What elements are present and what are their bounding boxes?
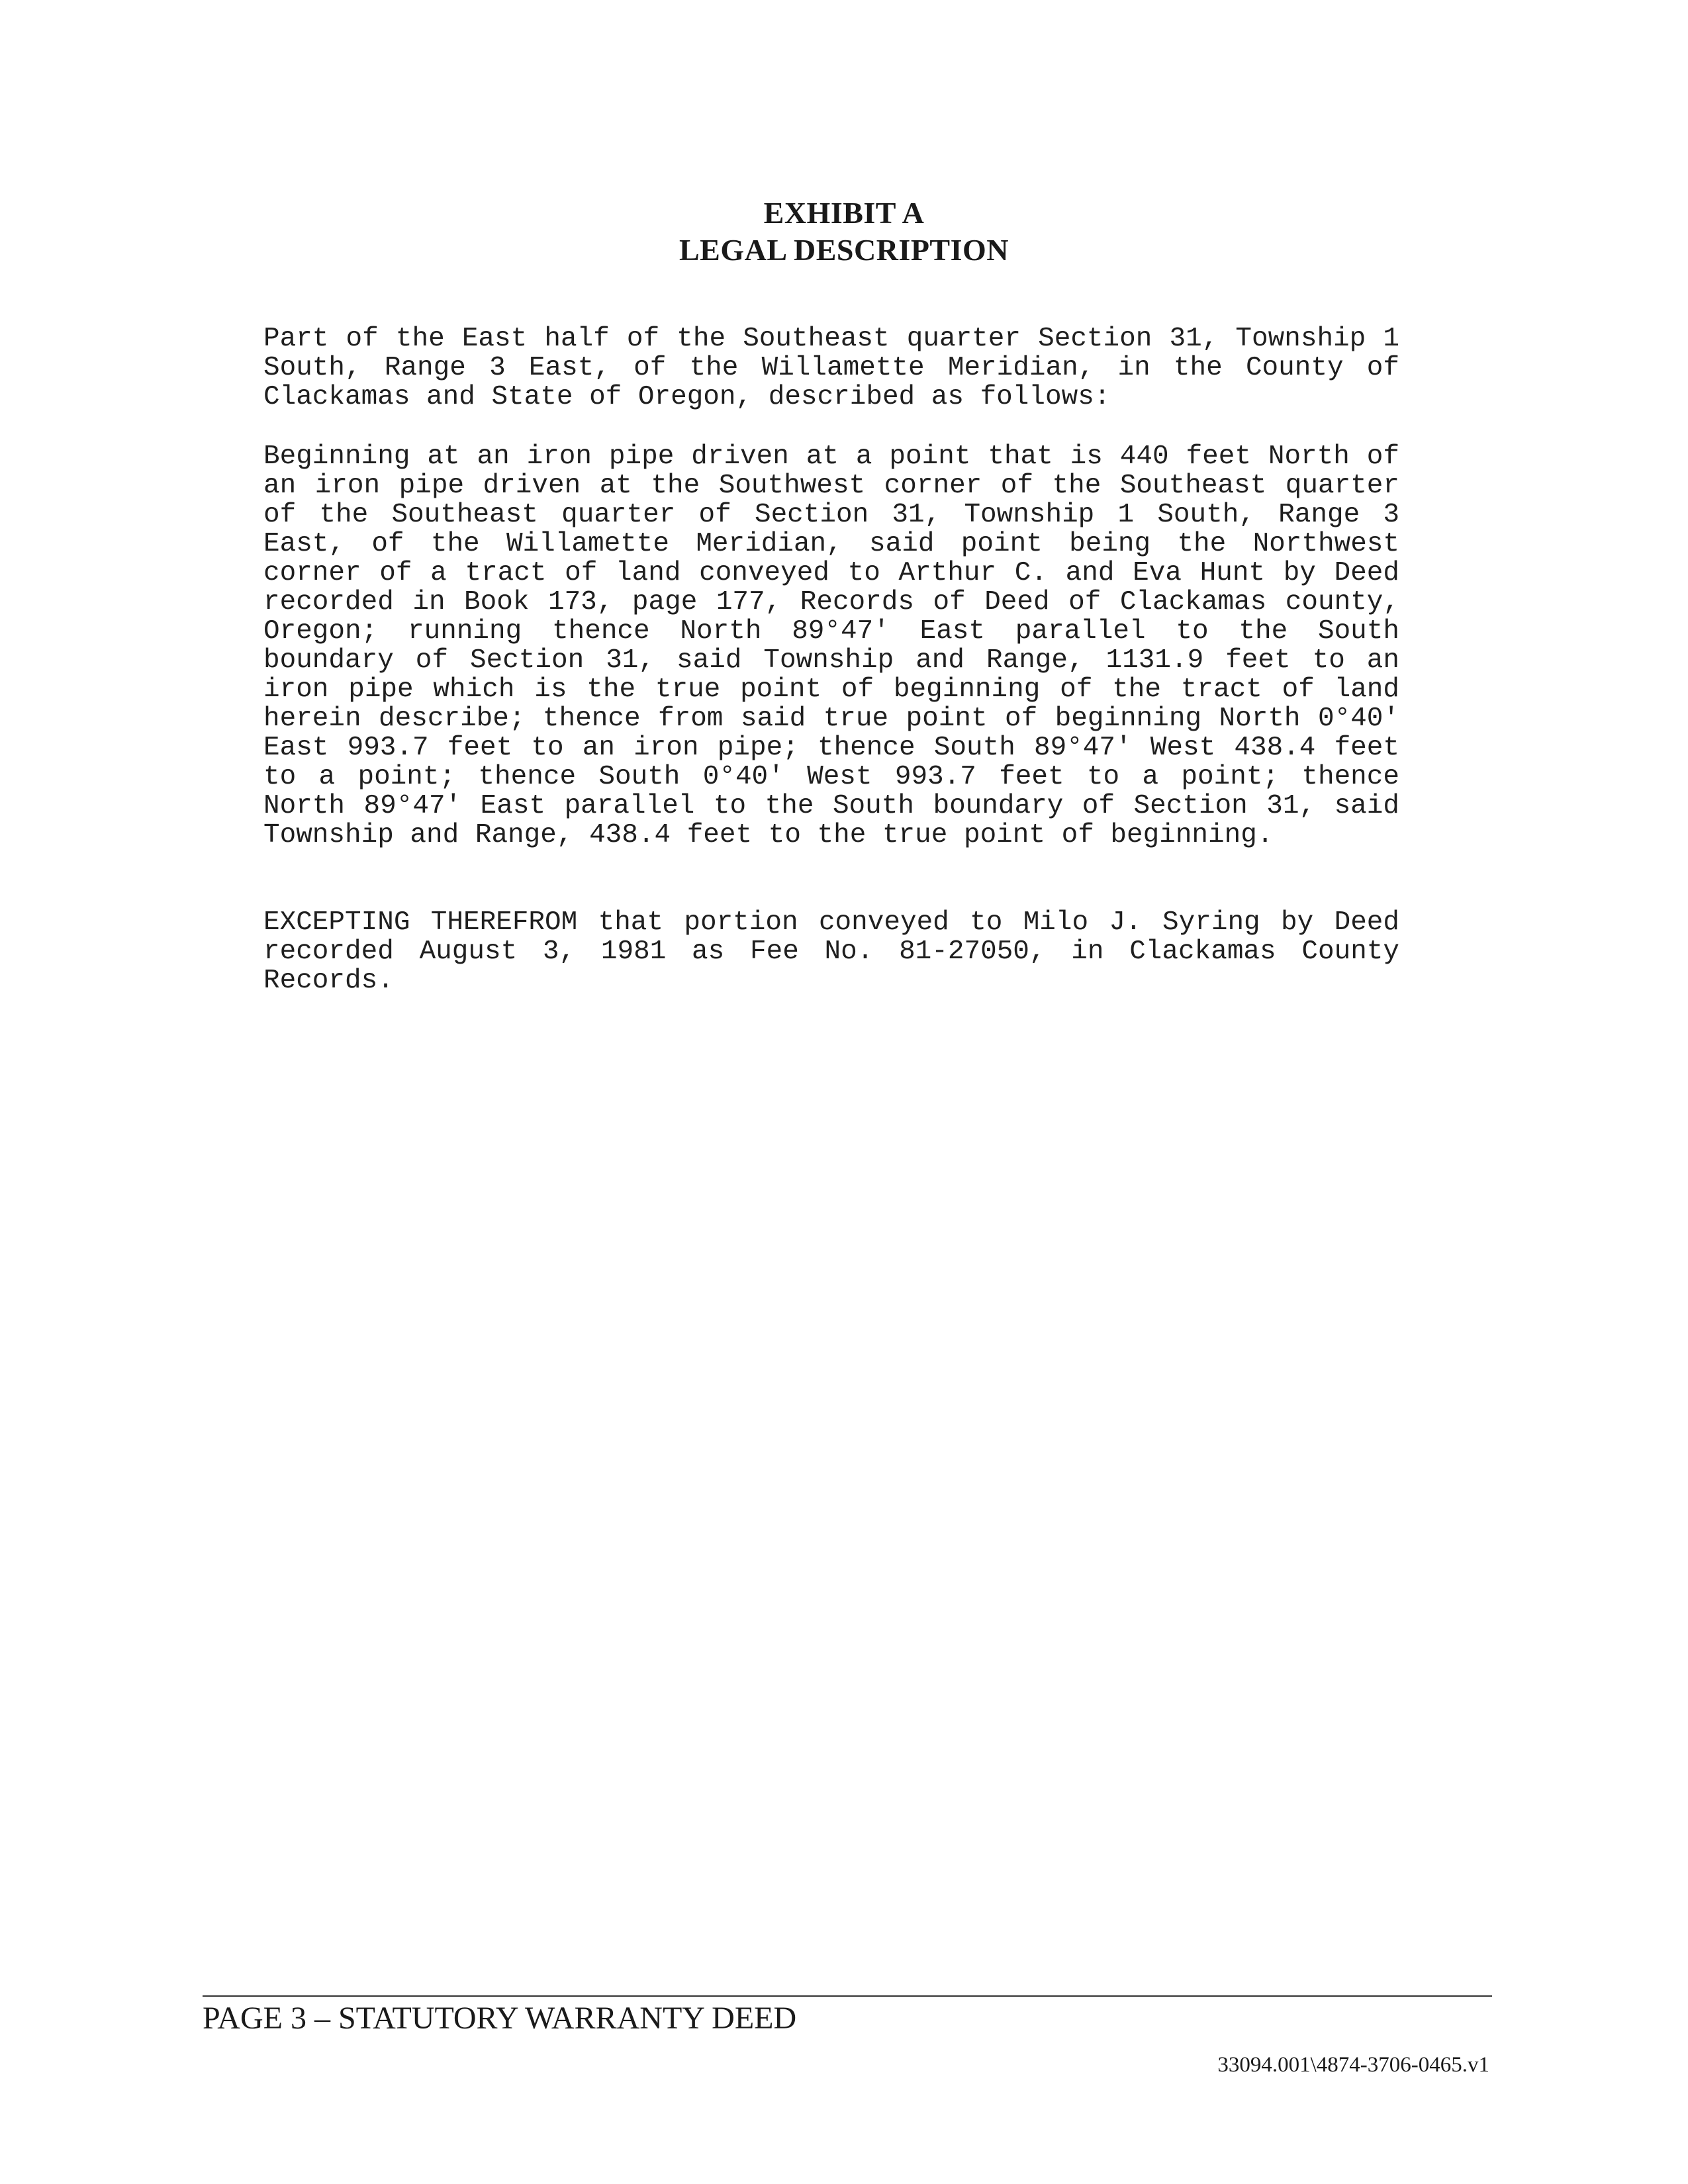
footer-page-label: PAGE 3 – STATUTORY WARRANTY DEED: [203, 2001, 797, 2036]
footer-divider: [203, 1995, 1492, 1997]
exception-paragraph: EXCEPTING THEREFROM that portion conveyed to Milo J. Syring by Deed recorded August 3, 1981 as Fee No. 81-27050, in Clackamas County Records.: [263, 907, 1399, 996]
intro-paragraph: Part of the East half of the Southeast quarter Section 31, Township 1 South, Range 3 East, of the Willamette Meridian, in the County of Clackamas and State of Oregon, described as follows:: [263, 324, 1399, 412]
metes-and-bounds-paragraph: Beginning at an iron pipe driven at a point that is 440 feet North of an iron pipe driven at the Southwest corner of the Southeast quarter of the Southeast quarter of Section 31, Township 1 South, Range 3 East, of the Willamette Meridian, said point being the Northwest corner of a tract of land conveyed to Arthur C. and Eva Hunt by Deed recorded in Book 173, page 177, Records of Deed of Clackamas county, Oregon; running thence North 89°47′ East parallel to the South boundary of Section 31, said Township and Range, 1131.9 feet to an iron pipe which is the true point of beginning of the tract of land herein describe; thence from said true point of beginning North 0°40′ East 993.7 feet to an iron pipe; thence South 89°47′ West 438.4 feet to a point; thence South 0°40′ West 993.7 feet to a point; thence North 89°47′ East parallel to the South boundary of Section 31, said Township and Range, 438.4 feet to the true point of beginning.: [263, 441, 1399, 850]
document-id: 33094.001\4874-3706-0465.v1: [1217, 2053, 1489, 2077]
exception-paragraph-block: [263, 908, 1399, 995]
exhibit-subtitle: LEGAL DESCRIPTION: [679, 233, 1009, 267]
intro-paragraph-block: [263, 324, 1399, 412]
description-paragraph-block: [263, 442, 1399, 850]
exhibit-title: EXHIBIT A: [763, 196, 925, 230]
